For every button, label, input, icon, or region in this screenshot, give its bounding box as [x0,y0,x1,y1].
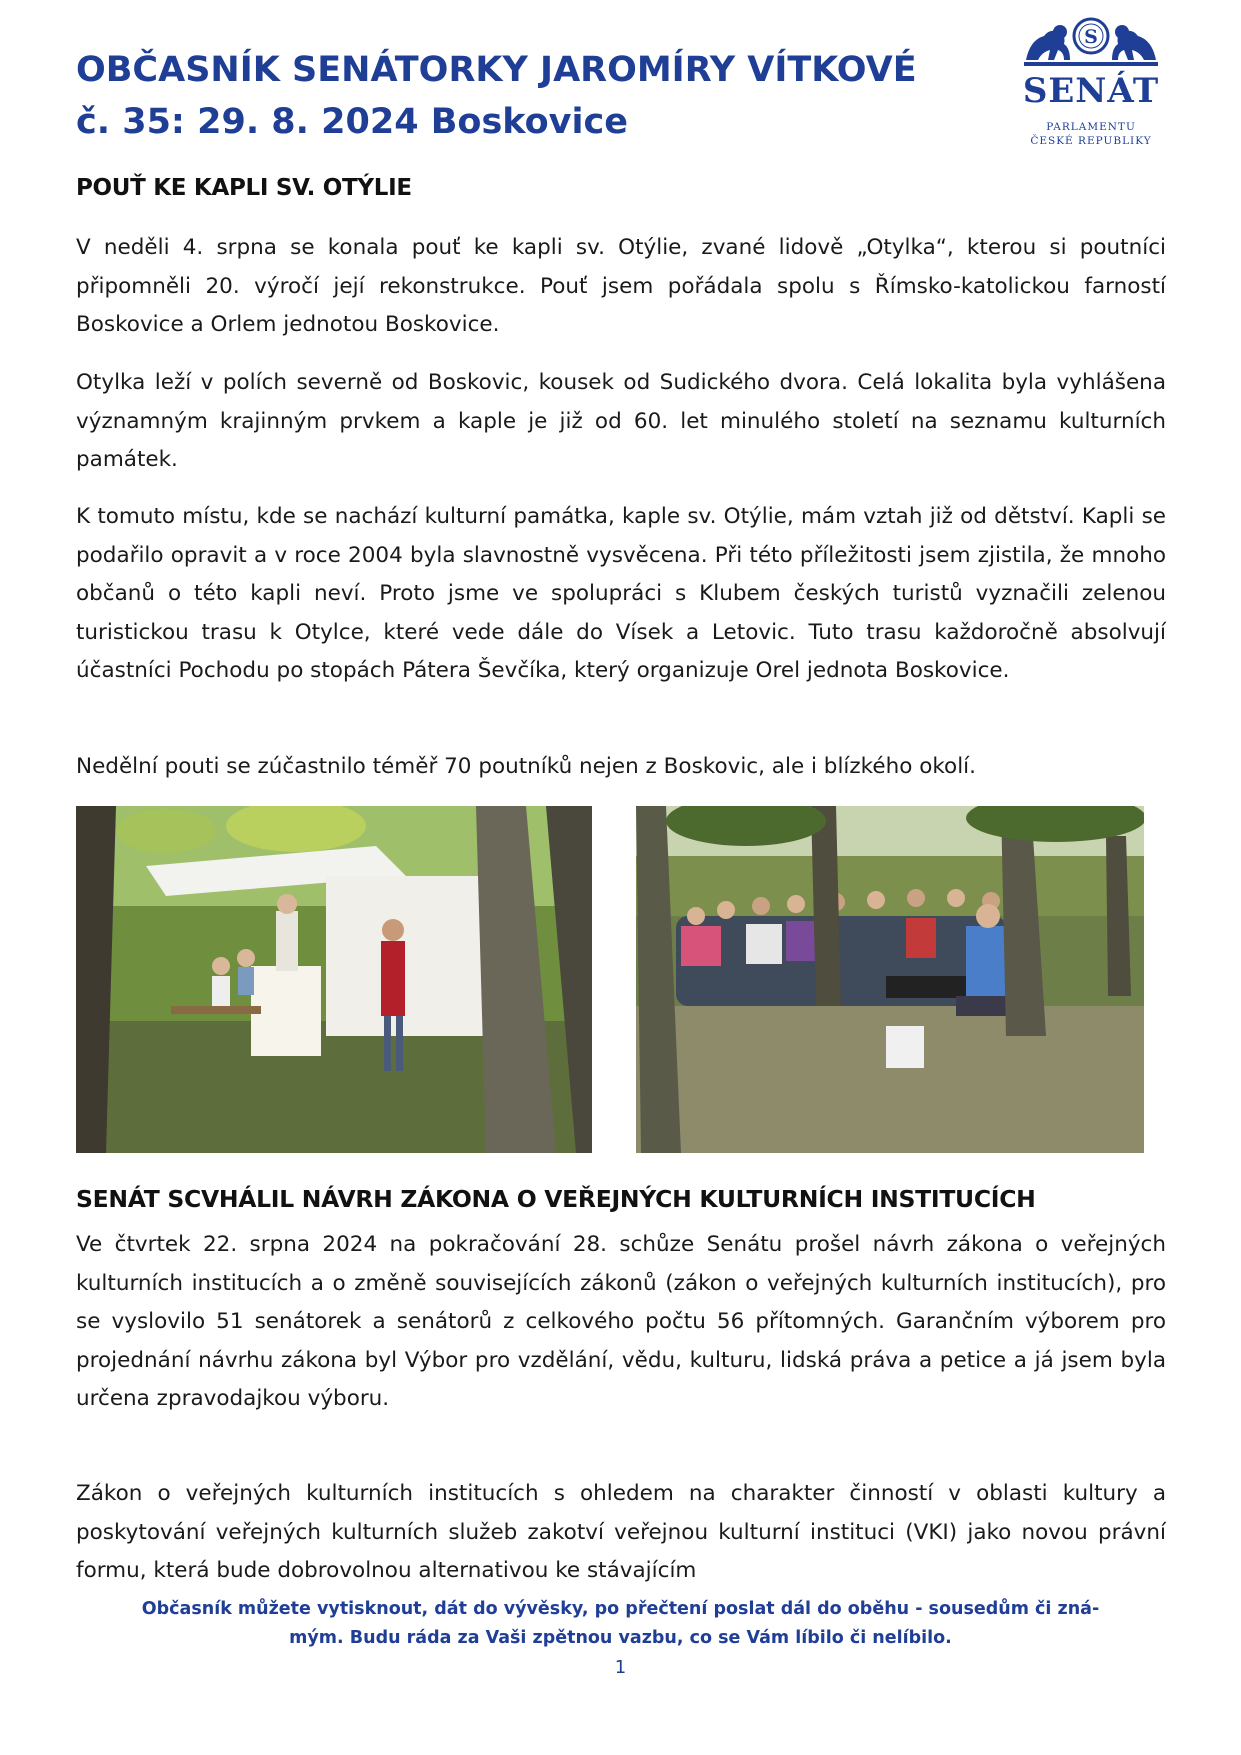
photo-mass-at-chapel [76,806,592,1153]
senate-logo [1012,10,1170,145]
page-number: 1 [614,1657,627,1678]
footer-line-2: mým. Budu ráda za Vaši zpětnou vazbu, co se Vám líbilo či nelíbilo. [289,1628,952,1648]
senate-emblem-icon [1020,10,1162,70]
section-heading-culture-law: SENÁT SCVHÁLIL NÁVRH ZÁKONA O VEŘEJNÝCH KULTURNÍCH INSTITUCÍCH [76,1185,1036,1213]
paragraph: Ve čtvrtek 22. srpna 2024 na pokračování 28. schůze Senátu prošel návrh zákona o veřejných kulturních institucích a o změně souvisejících zákonů (zákon o veřejných kulturních institucích), pro se vyslovilo 51 senátorek a senátorů z celkového počtu 56 přítomných. Garančním výborem pro projednání návrhu zákona byl Výbor pro vzdělání, vědu, kulturu, lidská práva a petice a já jsem byla určena zpravodajkou výboru. [76,1232,1166,1411]
photo-pilgrims-and-musician [636,806,1144,1153]
paragraph: Nedělní pouti se zúčastnilo téměř 70 poutníků nejen z Boskovic, ale i blízkého okolí. [76,754,976,779]
paragraph: Zákon o veřejných kulturních institucích s ohledem na charakter činností v oblasti kultury a poskytování veřejných kulturních služeb zakotví veřejnou kulturní instituci (VKI) jako novou právní formu, která bude dobrovolnou alternativou ke stávajícím [76,1481,1166,1583]
title-line-2: č. 35: 29. 8. 2024 Boskovice [76,102,628,142]
paragraph: V neděli 4. srpna se konala pouť ke kapli sv. Otýlie, zvané lidově „Otylka“, kterou si poutníci připomněli 20. výročí její rekonstrukce. Pouť jsem pořádala spolu s Římsko-katolickou farností Boskovice a Orlem jednotou Boskovice. [76,235,1166,337]
newsletter-title [76,44,976,148]
section-heading-pilgrimage: POUŤ KE KAPLI SV. OTÝLIE [76,175,412,201]
senate-subtitle-2: ČESKÉ REPUBLIKY [1030,135,1152,147]
footer-note [60,1595,1181,1653]
title-line-1: OBČASNÍK SENÁTORKY JAROMÍRY VÍTKOVÉ [76,50,917,90]
senate-name: SENÁT [1022,71,1160,111]
senate-subtitle-1: PARLAMENTU [1046,121,1136,133]
paragraph: Otylka leží v polích severně od Boskovic, kousek od Sudického dvora. Celá lokalita byla vyhlášena významným krajinným prvkem a kaple je již od 60. let minulého století na seznamu kulturních památek. [76,370,1166,472]
paragraph: K tomuto místu, kde se nachází kulturní památka, kaple sv. Otýlie, mám vztah již od dětství. Kapli se podařilo opravit a v roce 2004 byla slavnostně vysvěcena. Při této příležitosti jsem zjistila, že mnoho občanů o této kapli neví. Proto jsme ve spolupráci s Klubem českých turistů vyznačili zelenou turistickou trasu k Otylce, které vede dále do Vísek a Letovic. Tuto trasu každoročně absolvují účastníci Pochodu po stopách Pátera Ševčíka, který organizuje Orel jednota Boskovice. [76,504,1166,683]
footer-line-1: Občasník můžete vytisknout, dát do vývěsky, po přečtení poslat dál do oběhu - sousedům či zná- [141,1599,1100,1619]
emblem-letter: S [1084,26,1098,48]
